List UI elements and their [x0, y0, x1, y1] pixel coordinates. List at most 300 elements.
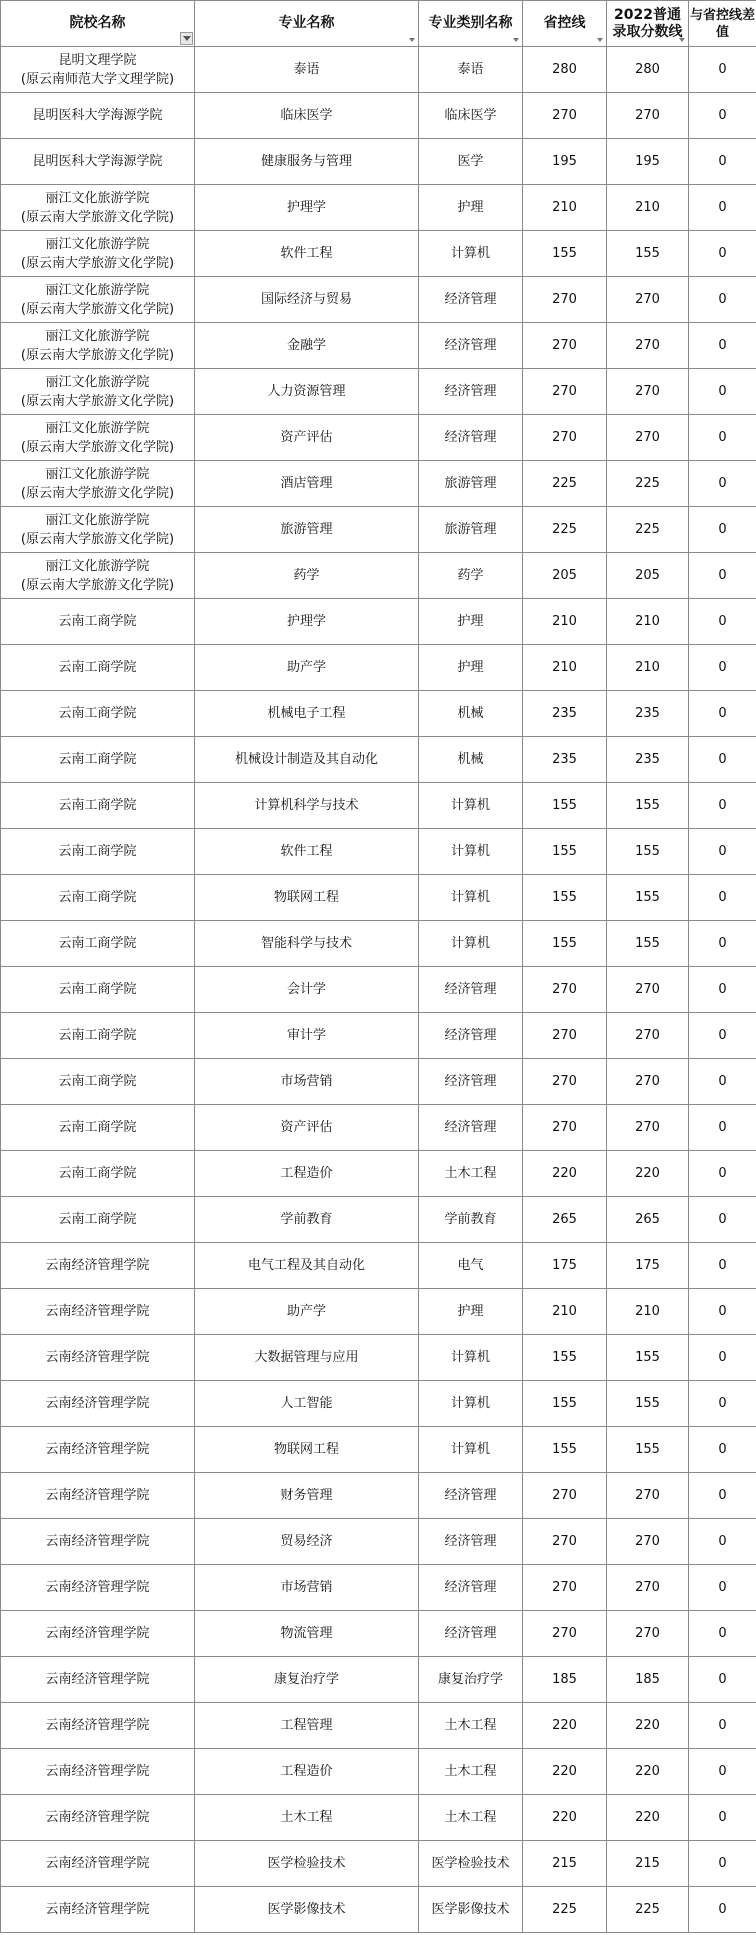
cell-admission-score[interactable]: 270 [607, 1519, 689, 1565]
cell-school[interactable]: 云南工商学院 [1, 1059, 195, 1105]
cell-provincial-line[interactable]: 220 [523, 1151, 607, 1197]
cell-provincial-line[interactable]: 155 [523, 875, 607, 921]
cell-provincial-line[interactable]: 270 [523, 1105, 607, 1151]
cell-school[interactable]: 云南工商学院 [1, 967, 195, 1013]
table-row [1, 1565, 756, 1611]
cell-category[interactable]: 土木工程 [419, 1795, 523, 1841]
cell-category[interactable]: 计算机 [419, 921, 523, 967]
table-row [1, 461, 756, 507]
cell-admission-score[interactable]: 235 [607, 691, 689, 737]
cell-admission-score[interactable]: 220 [607, 1749, 689, 1795]
cell-provincial-line[interactable]: 270 [523, 1519, 607, 1565]
cell-admission-score[interactable]: 270 [607, 1565, 689, 1611]
cell-school[interactable]: 云南经济管理学院 [1, 1841, 195, 1887]
cell-category[interactable]: 临床医学 [419, 93, 523, 139]
table-row [1, 1151, 756, 1197]
cell-school[interactable]: 云南经济管理学院 [1, 1427, 195, 1473]
cell-difference[interactable]: 0 [689, 461, 756, 507]
cell-admission-score[interactable]: 155 [607, 231, 689, 277]
cell-major[interactable]: 市场营销 [195, 1565, 419, 1611]
cell-category[interactable]: 计算机 [419, 875, 523, 921]
cell-major[interactable]: 人力资源管理 [195, 369, 419, 415]
cell-school[interactable]: 云南工商学院 [1, 783, 195, 829]
cell-difference[interactable]: 0 [689, 1519, 756, 1565]
dropdown-arrow-icon[interactable] [597, 38, 603, 42]
cell-school[interactable]: 丽江文化旅游学院 (原云南大学旅游文化学院) [1, 185, 195, 231]
cell-school[interactable]: 云南经济管理学院 [1, 1565, 195, 1611]
cell-category[interactable]: 经济管理 [419, 1473, 523, 1519]
cell-provincial-line[interactable]: 215 [523, 1841, 607, 1887]
cell-major[interactable]: 计算机科学与技术 [195, 783, 419, 829]
cell-school[interactable]: 云南工商学院 [1, 1105, 195, 1151]
cell-difference[interactable]: 0 [689, 1105, 756, 1151]
cell-provincial-line[interactable]: 235 [523, 737, 607, 783]
cell-difference[interactable]: 0 [689, 1795, 756, 1841]
cell-category[interactable]: 药学 [419, 553, 523, 599]
cell-difference[interactable]: 0 [689, 875, 756, 921]
cell-provincial-line[interactable]: 155 [523, 1427, 607, 1473]
table-row [1, 783, 756, 829]
cell-admission-score[interactable]: 270 [607, 93, 689, 139]
cell-category[interactable]: 经济管理 [419, 1059, 523, 1105]
cell-major[interactable]: 康复治疗学 [195, 1657, 419, 1703]
table-row [1, 737, 756, 783]
cell-admission-score[interactable]: 155 [607, 829, 689, 875]
cell-category[interactable]: 经济管理 [419, 415, 523, 461]
cell-category[interactable]: 护理 [419, 185, 523, 231]
cell-school[interactable]: 云南经济管理学院 [1, 1243, 195, 1289]
cell-provincial-line[interactable]: 210 [523, 599, 607, 645]
cell-major[interactable]: 软件工程 [195, 829, 419, 875]
cell-category[interactable]: 康复治疗学 [419, 1657, 523, 1703]
table-row [1, 1841, 756, 1887]
cell-difference[interactable]: 0 [689, 1887, 756, 1933]
table-row [1, 415, 756, 461]
cell-school[interactable]: 云南工商学院 [1, 645, 195, 691]
table-row [1, 1335, 756, 1381]
cell-difference[interactable]: 0 [689, 1197, 756, 1243]
cell-school[interactable]: 云南经济管理学院 [1, 1473, 195, 1519]
table-row [1, 967, 756, 1013]
cell-major[interactable]: 物流管理 [195, 1611, 419, 1657]
cell-major[interactable]: 市场营销 [195, 1059, 419, 1105]
cell-major[interactable]: 会计学 [195, 967, 419, 1013]
cell-category[interactable]: 经济管理 [419, 277, 523, 323]
cell-major[interactable]: 财务管理 [195, 1473, 419, 1519]
cell-difference[interactable]: 0 [689, 93, 756, 139]
cell-major[interactable]: 旅游管理 [195, 507, 419, 553]
cell-admission-score[interactable]: 210 [607, 185, 689, 231]
cell-category[interactable]: 计算机 [419, 829, 523, 875]
cell-major[interactable]: 医学影像技术 [195, 1887, 419, 1933]
cell-category[interactable]: 经济管理 [419, 1565, 523, 1611]
cell-school[interactable]: 云南工商学院 [1, 737, 195, 783]
cell-difference[interactable]: 0 [689, 599, 756, 645]
cell-admission-score[interactable]: 210 [607, 645, 689, 691]
cell-provincial-line[interactable]: 280 [523, 47, 607, 93]
cell-category[interactable]: 护理 [419, 645, 523, 691]
cell-admission-score[interactable]: 270 [607, 369, 689, 415]
table-row [1, 1197, 756, 1243]
cell-difference[interactable]: 0 [689, 691, 756, 737]
cell-school[interactable]: 云南经济管理学院 [1, 1611, 195, 1657]
cell-provincial-line[interactable]: 270 [523, 415, 607, 461]
cell-major[interactable]: 医学检验技术 [195, 1841, 419, 1887]
cell-school[interactable]: 云南经济管理学院 [1, 1703, 195, 1749]
cell-school[interactable]: 云南工商学院 [1, 599, 195, 645]
cell-school[interactable]: 云南经济管理学院 [1, 1795, 195, 1841]
table-row [1, 875, 756, 921]
cell-school[interactable]: 昆明医科大学海源学院 [1, 93, 195, 139]
cell-school[interactable]: 昆明文理学院 (原云南师范大学文理学院) [1, 47, 195, 93]
cell-major[interactable]: 金融学 [195, 323, 419, 369]
cell-provincial-line[interactable]: 270 [523, 93, 607, 139]
cell-category[interactable]: 土木工程 [419, 1749, 523, 1795]
cell-major[interactable]: 护理学 [195, 185, 419, 231]
cell-admission-score[interactable]: 155 [607, 875, 689, 921]
table-row [1, 1703, 756, 1749]
cell-category[interactable]: 机械 [419, 737, 523, 783]
header-label: 院校名称 [69, 15, 126, 31]
cell-school[interactable]: 丽江文化旅游学院 (原云南大学旅游文化学院) [1, 461, 195, 507]
cell-difference[interactable]: 0 [689, 1381, 756, 1427]
cell-admission-score[interactable]: 280 [607, 47, 689, 93]
header-difference[interactable] [689, 1, 756, 47]
cell-major[interactable]: 人工智能 [195, 1381, 419, 1427]
cell-category[interactable]: 护理 [419, 1289, 523, 1335]
cell-difference[interactable]: 0 [689, 645, 756, 691]
cell-admission-score[interactable]: 210 [607, 599, 689, 645]
table-row [1, 1887, 756, 1933]
cell-admission-score[interactable]: 270 [607, 415, 689, 461]
cell-admission-score[interactable]: 270 [607, 1013, 689, 1059]
cell-category[interactable]: 护理 [419, 599, 523, 645]
cell-provincial-line[interactable]: 270 [523, 1059, 607, 1105]
cell-difference[interactable]: 0 [689, 1289, 756, 1335]
cell-provincial-line[interactable]: 270 [523, 1013, 607, 1059]
cell-difference[interactable]: 0 [689, 47, 756, 93]
cell-difference[interactable]: 0 [689, 277, 756, 323]
cell-provincial-line[interactable]: 210 [523, 1289, 607, 1335]
cell-difference[interactable]: 0 [689, 921, 756, 967]
cell-major[interactable]: 机械设计制造及其自动化 [195, 737, 419, 783]
cell-major[interactable]: 助产学 [195, 1289, 419, 1335]
cell-provincial-line[interactable]: 175 [523, 1243, 607, 1289]
cell-difference[interactable]: 0 [689, 1565, 756, 1611]
cell-category[interactable]: 医学 [419, 139, 523, 185]
cell-difference[interactable]: 0 [689, 1841, 756, 1887]
header-label: 2022普通 录取分数线 [612, 6, 683, 40]
cell-category[interactable]: 经济管理 [419, 1105, 523, 1151]
cell-admission-score[interactable]: 265 [607, 1197, 689, 1243]
table-row [1, 1013, 756, 1059]
table-row [1, 1381, 756, 1427]
cell-school[interactable]: 云南经济管理学院 [1, 1519, 195, 1565]
cell-category[interactable]: 土木工程 [419, 1151, 523, 1197]
cell-major[interactable]: 资产评估 [195, 415, 419, 461]
cell-category[interactable]: 经济管理 [419, 1013, 523, 1059]
header-row [1, 1, 756, 47]
cell-category[interactable]: 经济管理 [419, 1611, 523, 1657]
cell-provincial-line[interactable]: 155 [523, 783, 607, 829]
cell-major[interactable]: 机械电子工程 [195, 691, 419, 737]
header-label: 省控线 [543, 15, 586, 31]
cell-difference[interactable]: 0 [689, 1059, 756, 1105]
cell-major[interactable]: 护理学 [195, 599, 419, 645]
cell-difference[interactable]: 0 [689, 323, 756, 369]
cell-school[interactable]: 云南工商学院 [1, 875, 195, 921]
cell-school[interactable]: 云南经济管理学院 [1, 1657, 195, 1703]
cell-provincial-line[interactable]: 270 [523, 1473, 607, 1519]
cell-major[interactable]: 工程造价 [195, 1151, 419, 1197]
cell-provincial-line[interactable]: 155 [523, 1381, 607, 1427]
cell-admission-score[interactable]: 225 [607, 1887, 689, 1933]
cell-major[interactable]: 物联网工程 [195, 875, 419, 921]
cell-provincial-line[interactable]: 220 [523, 1703, 607, 1749]
cell-school[interactable]: 云南经济管理学院 [1, 1335, 195, 1381]
table-row [1, 93, 756, 139]
cell-admission-score[interactable]: 155 [607, 1335, 689, 1381]
cell-admission-score[interactable]: 270 [607, 1473, 689, 1519]
cell-admission-score[interactable]: 155 [607, 783, 689, 829]
cell-difference[interactable]: 0 [689, 507, 756, 553]
cell-difference[interactable]: 0 [689, 1151, 756, 1197]
header-label: 与省控线差值 [689, 7, 755, 40]
cell-category[interactable]: 计算机 [419, 1427, 523, 1473]
cell-major[interactable]: 贸易经济 [195, 1519, 419, 1565]
cell-major[interactable]: 国际经济与贸易 [195, 277, 419, 323]
table-row [1, 507, 756, 553]
cell-difference[interactable]: 0 [689, 967, 756, 1013]
cell-admission-score[interactable]: 155 [607, 921, 689, 967]
table-row [1, 277, 756, 323]
cell-admission-score[interactable]: 210 [607, 1289, 689, 1335]
cell-provincial-line[interactable]: 270 [523, 369, 607, 415]
cell-provincial-line[interactable]: 270 [523, 967, 607, 1013]
table-row [1, 599, 756, 645]
cell-major[interactable]: 电气工程及其自动化 [195, 1243, 419, 1289]
cell-major[interactable]: 大数据管理与应用 [195, 1335, 419, 1381]
cell-admission-score[interactable]: 155 [607, 1427, 689, 1473]
cell-category[interactable]: 机械 [419, 691, 523, 737]
cell-difference[interactable]: 0 [689, 553, 756, 599]
cell-category[interactable]: 计算机 [419, 231, 523, 277]
cell-admission-score[interactable]: 155 [607, 1381, 689, 1427]
cell-admission-score[interactable]: 220 [607, 1151, 689, 1197]
cell-category[interactable]: 电气 [419, 1243, 523, 1289]
cell-provincial-line[interactable]: 270 [523, 323, 607, 369]
cell-category[interactable]: 经济管理 [419, 369, 523, 415]
cell-category[interactable]: 经济管理 [419, 967, 523, 1013]
header-admission-score[interactable] [607, 1, 689, 47]
table-row [1, 1795, 756, 1841]
table-row [1, 645, 756, 691]
header-provincial-line[interactable] [523, 1, 607, 47]
table-row [1, 1473, 756, 1519]
cell-major[interactable]: 工程管理 [195, 1703, 419, 1749]
cell-provincial-line[interactable]: 155 [523, 231, 607, 277]
cell-category[interactable]: 旅游管理 [419, 507, 523, 553]
cell-admission-score[interactable]: 270 [607, 1105, 689, 1151]
cell-provincial-line[interactable]: 225 [523, 461, 607, 507]
cell-provincial-line[interactable]: 210 [523, 185, 607, 231]
table-row [1, 1749, 756, 1795]
cell-school[interactable]: 云南工商学院 [1, 829, 195, 875]
cell-provincial-line[interactable]: 270 [523, 277, 607, 323]
table-row [1, 1657, 756, 1703]
cell-major[interactable]: 资产评估 [195, 1105, 419, 1151]
cell-difference[interactable]: 0 [689, 139, 756, 185]
cell-category[interactable]: 经济管理 [419, 1519, 523, 1565]
cell-major[interactable]: 临床医学 [195, 93, 419, 139]
table-row [1, 921, 756, 967]
cell-major[interactable]: 药学 [195, 553, 419, 599]
cell-major[interactable]: 土木工程 [195, 1795, 419, 1841]
cell-school[interactable]: 云南经济管理学院 [1, 1887, 195, 1933]
cell-admission-score[interactable]: 185 [607, 1657, 689, 1703]
cell-major[interactable]: 泰语 [195, 47, 419, 93]
cell-category[interactable]: 土木工程 [419, 1703, 523, 1749]
cell-category[interactable]: 计算机 [419, 783, 523, 829]
header-label: 专业名称 [278, 15, 335, 31]
cell-provincial-line[interactable]: 265 [523, 1197, 607, 1243]
cell-provincial-line[interactable]: 220 [523, 1795, 607, 1841]
header-category[interactable] [419, 1, 523, 47]
cell-school[interactable]: 云南工商学院 [1, 1197, 195, 1243]
cell-admission-score[interactable]: 270 [607, 277, 689, 323]
cell-provincial-line[interactable]: 195 [523, 139, 607, 185]
cell-admission-score[interactable]: 270 [607, 1059, 689, 1105]
cell-difference[interactable]: 0 [689, 1335, 756, 1381]
cell-admission-score[interactable]: 235 [607, 737, 689, 783]
cell-major[interactable]: 工程造价 [195, 1749, 419, 1795]
cell-difference[interactable]: 0 [689, 185, 756, 231]
cell-provincial-line[interactable]: 155 [523, 921, 607, 967]
cell-admission-score[interactable]: 270 [607, 967, 689, 1013]
cell-school[interactable]: 云南工商学院 [1, 921, 195, 967]
table-row [1, 369, 756, 415]
cell-provincial-line[interactable]: 270 [523, 1611, 607, 1657]
cell-school[interactable]: 云南工商学院 [1, 1013, 195, 1059]
cell-school[interactable]: 丽江文化旅游学院 (原云南大学旅游文化学院) [1, 277, 195, 323]
cell-difference[interactable]: 0 [689, 1749, 756, 1795]
cell-major[interactable]: 学前教育 [195, 1197, 419, 1243]
table-row [1, 231, 756, 277]
cell-school[interactable]: 丽江文化旅游学院 (原云南大学旅游文化学院) [1, 507, 195, 553]
cell-provincial-line[interactable]: 205 [523, 553, 607, 599]
cell-provincial-line[interactable]: 155 [523, 1335, 607, 1381]
cell-school[interactable]: 丽江文化旅游学院 (原云南大学旅游文化学院) [1, 369, 195, 415]
cell-difference[interactable]: 0 [689, 1473, 756, 1519]
cell-school[interactable]: 丽江文化旅游学院 (原云南大学旅游文化学院) [1, 553, 195, 599]
cell-school[interactable]: 云南工商学院 [1, 691, 195, 737]
cell-category[interactable]: 经济管理 [419, 323, 523, 369]
cell-difference[interactable]: 0 [689, 1243, 756, 1289]
table-row [1, 1519, 756, 1565]
table-row [1, 185, 756, 231]
cell-school[interactable]: 昆明医科大学海源学院 [1, 139, 195, 185]
cell-school[interactable]: 云南经济管理学院 [1, 1381, 195, 1427]
cell-difference[interactable]: 0 [689, 1013, 756, 1059]
cell-admission-score[interactable]: 195 [607, 139, 689, 185]
dropdown-arrow-icon[interactable] [513, 38, 519, 42]
table-row [1, 139, 756, 185]
cell-admission-score[interactable]: 215 [607, 1841, 689, 1887]
cell-category[interactable]: 计算机 [419, 1335, 523, 1381]
cell-admission-score[interactable]: 220 [607, 1795, 689, 1841]
dropdown-arrow-icon[interactable] [679, 38, 685, 42]
cell-major[interactable]: 审计学 [195, 1013, 419, 1059]
cell-difference[interactable]: 0 [689, 1427, 756, 1473]
cell-admission-score[interactable]: 225 [607, 507, 689, 553]
cell-admission-score[interactable]: 270 [607, 1611, 689, 1657]
cell-difference[interactable]: 0 [689, 783, 756, 829]
table-row [1, 323, 756, 369]
cell-difference[interactable]: 0 [689, 1611, 756, 1657]
cell-category[interactable]: 医学检验技术 [419, 1841, 523, 1887]
cell-category[interactable]: 医学影像技术 [419, 1887, 523, 1933]
cell-difference[interactable]: 0 [689, 369, 756, 415]
cell-school[interactable]: 丽江文化旅游学院 (原云南大学旅游文化学院) [1, 323, 195, 369]
cell-school[interactable]: 云南工商学院 [1, 1151, 195, 1197]
filter-active-icon[interactable] [180, 32, 193, 45]
cell-difference[interactable]: 0 [689, 231, 756, 277]
cell-school[interactable]: 丽江文化旅游学院 (原云南大学旅游文化学院) [1, 231, 195, 277]
cell-difference[interactable]: 0 [689, 415, 756, 461]
table-row [1, 553, 756, 599]
cell-provincial-line[interactable]: 235 [523, 691, 607, 737]
cell-admission-score[interactable]: 205 [607, 553, 689, 599]
cell-category[interactable]: 旅游管理 [419, 461, 523, 507]
cell-major[interactable]: 助产学 [195, 645, 419, 691]
cell-provincial-line[interactable]: 210 [523, 645, 607, 691]
cell-category[interactable]: 泰语 [419, 47, 523, 93]
cell-admission-score[interactable]: 220 [607, 1703, 689, 1749]
cell-category[interactable]: 学前教育 [419, 1197, 523, 1243]
cell-major[interactable]: 物联网工程 [195, 1427, 419, 1473]
cell-provincial-line[interactable]: 270 [523, 1565, 607, 1611]
header-label: 专业类别名称 [428, 15, 513, 31]
table-row [1, 1611, 756, 1657]
cell-school[interactable]: 云南经济管理学院 [1, 1289, 195, 1335]
cell-difference[interactable]: 0 [689, 737, 756, 783]
cell-school[interactable]: 云南经济管理学院 [1, 1749, 195, 1795]
cell-provincial-line[interactable]: 185 [523, 1657, 607, 1703]
cell-provincial-line[interactable]: 220 [523, 1749, 607, 1795]
header-school[interactable] [1, 1, 195, 47]
cell-school[interactable]: 丽江文化旅游学院 (原云南大学旅游文化学院) [1, 415, 195, 461]
cell-major[interactable]: 健康服务与管理 [195, 139, 419, 185]
header-major[interactable] [195, 1, 419, 47]
table-row [1, 1105, 756, 1151]
cell-admission-score[interactable]: 175 [607, 1243, 689, 1289]
cell-major[interactable]: 软件工程 [195, 231, 419, 277]
cell-major[interactable]: 酒店管理 [195, 461, 419, 507]
cell-major[interactable]: 智能科学与技术 [195, 921, 419, 967]
cell-category[interactable]: 计算机 [419, 1381, 523, 1427]
cell-difference[interactable]: 0 [689, 1703, 756, 1749]
dropdown-arrow-icon[interactable] [409, 38, 415, 42]
cell-provincial-line[interactable]: 225 [523, 507, 607, 553]
table-row [1, 47, 756, 93]
cell-difference[interactable]: 0 [689, 1657, 756, 1703]
cell-admission-score[interactable]: 270 [607, 323, 689, 369]
cell-admission-score[interactable]: 225 [607, 461, 689, 507]
table-row [1, 829, 756, 875]
cell-provincial-line[interactable]: 225 [523, 1887, 607, 1933]
cell-difference[interactable]: 0 [689, 829, 756, 875]
cell-provincial-line[interactable]: 155 [523, 829, 607, 875]
